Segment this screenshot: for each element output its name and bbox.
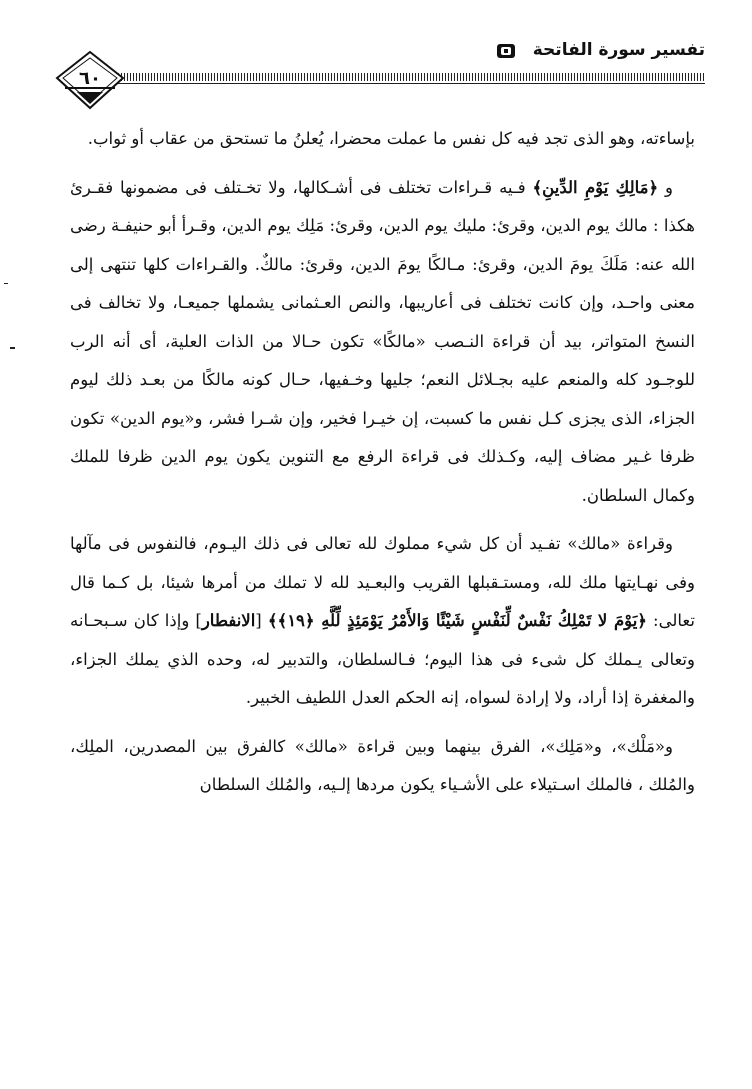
paragraph [70,525,695,718]
emphasized-text: الانفطار [201,611,256,630]
paragraph [70,120,695,159]
body-text: و [658,177,673,197]
emphasized-text: ﴿يَوْمَ لا تَمْلِكُ نَفْسٌ لِّنَفْسٍ شَيْئًا وَالأَمْرُ يَوْمَئِذٍ لِّلَّهِ ﴿١٩﴾﴾ [267,611,647,630]
margin-mark [10,347,15,349]
paragraph [70,728,695,805]
body-text: وقراءة «مالك» تفـيد أن كل شيء مملوك لله تعالى فى ذلك اليـوم، فالنفوس فى مآلها وفى نهـايتها ملك لله، ومستـقبلها القريب والبعـيد لله لا تملك من أمرها شيئا، بل كـما قال تعالى: [70,534,695,630]
body-text: [ [255,611,268,630]
margin-mark [4,283,8,284]
body-text: فـيه قـراءات تختلف فى أشـكالها، ولا تخـتلف فى مضمونها فقـرئ هكذا : مالك يوم الدين، وقرئ: مليك يوم الدين، وقرئ: مَلِك يوم الدين، وقـرأ أبو حنيفـة رضى الله عنه: مَلَكَ يومَ الدين، وقرئ: مـالكًا يومَ الدين، وقرئ: مالكٌ. والقـراءات كلها تنتهى إلى معنى واحـد، وإن كانت تختلف فى أعاريبها، والنص العـثمانى يشملها جميعـا، ولا تخالف فى النسخ المتواتر، بيد أن قراءة النـصب «مالكًا» تكون حـالا من الذات العلية، أى أنه الرب للوجـود كله والمنعم عليه بجـلائل النعم؛ جليها وخـفيها، حـال كونه مالكًا من بعـد ذلك ليوم الجزاء، الذى يجزى كـل نفس ما كسبت، إن خيـرا فخير، وإن شـرا فشر، و«يوم الدين» تكون ظرفا غـير مضاف إليه، وكـذلك فى قراءة الرفع مع التنوين يكون يوم الدين ظرفا للملك وكمال السلطان. [70,177,695,505]
body-text: بإساءته، وهو الذى تجد فيه كل نفس ما عملت محضرا، يُعلنُ ما تستحق من عقاب أو ثواب. [87,129,695,148]
page-number: ٦٠ [79,68,101,89]
page-body [70,120,695,815]
emphasized-text: ﴿مَالِكِ يَوْمِ الدِّينِ﴾ [532,177,659,197]
book-title: تفسير سورة الفاتحة [532,40,705,60]
body-text: ] وإذا كان سـبحـانه وتعالى يـملك كل شىء فى هذا اليوم؛ فـالسلطان، والتدبير له، وحده الذي يملك الجزاء، والمغفرة إذا أراد، ولا إرادة لسواه، إنه الحكم العدل اللطيف الخبير. [70,611,695,707]
ornament-icon [497,44,515,58]
header-rule [115,73,705,81]
body-text: و«مَلْك»، و«مَلِك»، الفرق بينهما وبين قراءة «مالك» كالفرق بين المصدرين، الملِك، والمُلك ، فالملك اسـتيلاء على الأشـياء يكون مردها إلـيه، والمُلك السلطان [70,736,695,794]
page-header [55,40,705,110]
header-rule-thin [115,83,705,84]
paragraph [70,169,695,516]
